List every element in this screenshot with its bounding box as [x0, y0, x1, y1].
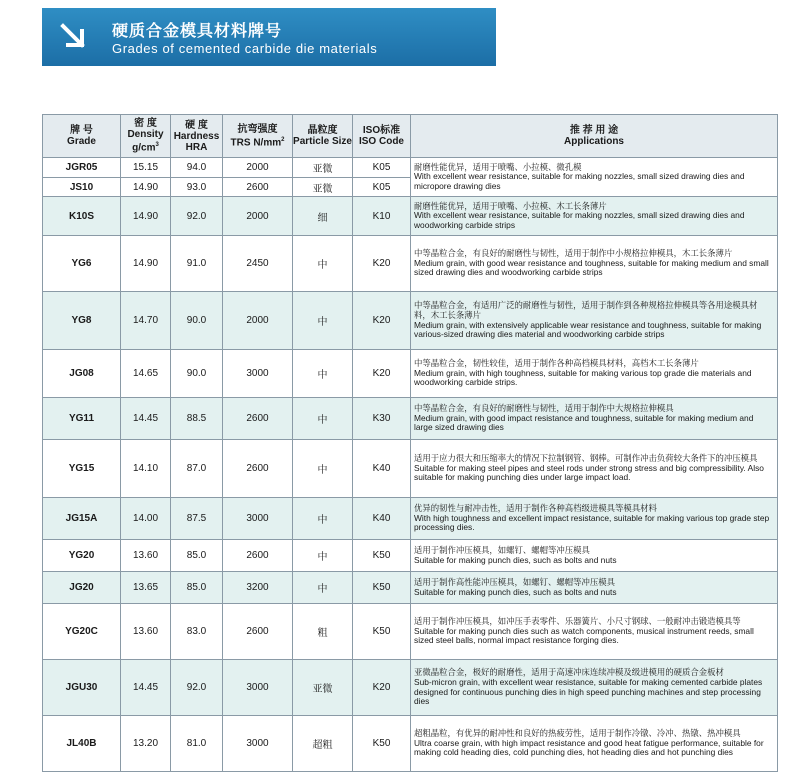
header-applications: 推 荐 用 途 Applications [411, 115, 778, 158]
cell-application: 适用于应力很大和压缩率大的情况下拉制钢管、钢棒。可制作冲击负荷较大条件下的冲压模具 Suitable for making steel pipes and steel rods under strong stress and big compressibility. Also suitable for making punching dies under large impact load. [411, 440, 778, 498]
cell-density: 13.20 [121, 716, 171, 772]
cell-trs: 2600 [223, 440, 293, 498]
cell-iso-code: K20 [353, 292, 411, 350]
table-row [43, 716, 778, 772]
table-row [43, 350, 778, 398]
cell-density: 14.65 [121, 350, 171, 398]
cell-trs: 2600 [223, 604, 293, 660]
cell-application: 中等晶粒合金，有适用广泛的耐磨性与韧性，适用于制作到各种规格拉伸模具等各用途模具材料，木工长条薄片 Medium grain, with extensively applicable wear resistance and toughness, suitable for making various-sized drawing dies material and woodworking carbide strips [411, 292, 778, 350]
cell-hardness: 92.0 [171, 197, 223, 236]
cell-grade: JL40B [43, 716, 121, 772]
cell-trs: 2000 [223, 158, 293, 178]
grades-table [42, 114, 778, 772]
cell-iso-code: K20 [353, 236, 411, 292]
cell-iso-code: K30 [353, 398, 411, 440]
cell-grade: YG20 [43, 540, 121, 572]
cell-iso-code: K50 [353, 716, 411, 772]
table-row [43, 236, 778, 292]
cell-hardness: 90.0 [171, 292, 223, 350]
table-header-row [43, 115, 778, 158]
cell-trs: 2000 [223, 197, 293, 236]
cell-particle-size: 中 [293, 350, 353, 398]
cell-application: 中等晶粒合金，韧性较佳，适用于制作各种高档模具材料，高档木工长条薄片 Medium grain, with high toughness, suitable for making various top grade die materials and woodworking carbide strips. [411, 350, 778, 398]
header-particle-size: 晶粒度 Particle Size [293, 115, 353, 158]
cell-particle-size: 亚微 [293, 178, 353, 197]
page-subtitle: Grades of cemented carbide die materials [112, 41, 378, 56]
cell-density: 14.00 [121, 498, 171, 540]
cell-application: 中等晶粒合金，有良好的耐磨性与韧性，适用于制作中小规格拉伸模具，木工长条薄片 Medium grain, with good wear resistance and toughness, suitable for making medium and small sized drawing dies and woodworking carbide strips [411, 236, 778, 292]
table-row [43, 660, 778, 716]
cell-trs: 2600 [223, 178, 293, 197]
cell-grade: JG15A [43, 498, 121, 540]
cell-grade: JG20 [43, 572, 121, 604]
cell-density: 15.15 [121, 158, 171, 178]
cell-hardness: 88.5 [171, 398, 223, 440]
cell-particle-size: 粗 [293, 604, 353, 660]
cell-density: 14.90 [121, 178, 171, 197]
table-row [43, 440, 778, 498]
table-row [43, 398, 778, 440]
cell-hardness: 94.0 [171, 158, 223, 178]
cell-density: 14.90 [121, 197, 171, 236]
cell-trs: 3000 [223, 350, 293, 398]
cell-grade: YG11 [43, 398, 121, 440]
cell-hardness: 85.0 [171, 540, 223, 572]
cell-iso-code: K20 [353, 350, 411, 398]
cell-particle-size: 亚微 [293, 660, 353, 716]
cell-trs: 3200 [223, 572, 293, 604]
cell-particle-size: 中 [293, 292, 353, 350]
cell-application: 耐磨性能优异，适用于喷嘴、小拉模、微孔模 With excellent wear resistance, suitable for making nozzles, small sized drawing dies and micropore drawing dies [411, 158, 778, 197]
cell-iso-code: K10 [353, 197, 411, 236]
cell-iso-code: K05 [353, 158, 411, 178]
cell-application: 超粗晶粒，有优异的耐冲性和良好的热疲劳性，适用于制作冷镦、冷冲、热镦、热冲模具 Ultra coarse grain, with high impact resistance and good heat fatigue performance, suitable for making cold heading dies, cold punching dies, hot heading dies and hot punching dies [411, 716, 778, 772]
cell-application: 亚微晶粒合金，极好的耐磨性，适用于高速冲床连续冲模及级进模用的硬质合金板材 Sub-micron grain, with excellent wear resistance, suitable for making cemented carbide plates designed for continuous punching dies in high speed punching machines and step processing dies [411, 660, 778, 716]
cell-iso-code: K05 [353, 178, 411, 197]
cell-application: 适用于制作冲压模具，如螺钉、螺帽等冲压模具 Suitable for making punch dies, such as bolts and nuts [411, 540, 778, 572]
cell-iso-code: K40 [353, 498, 411, 540]
table-row [43, 292, 778, 350]
cell-iso-code: K50 [353, 604, 411, 660]
header-banner [42, 8, 496, 66]
cell-grade: JG08 [43, 350, 121, 398]
cell-grade: YG20C [43, 604, 121, 660]
cell-trs: 2600 [223, 398, 293, 440]
cell-hardness: 85.0 [171, 572, 223, 604]
cell-particle-size: 细 [293, 197, 353, 236]
header-trs: 抗弯强度 TRS $N/mm^2$ [223, 115, 293, 158]
cell-grade: JGU30 [43, 660, 121, 716]
cell-particle-size: 中 [293, 440, 353, 498]
table-row [43, 197, 778, 236]
cell-particle-size: 超粗 [293, 716, 353, 772]
cell-trs: 2450 [223, 236, 293, 292]
cell-particle-size: 中 [293, 236, 353, 292]
cell-application: 中等晶粒合金，有良好的耐磨性与韧性，适用于制作中大规格拉伸模具 Medium grain, with good impact resistance and toughness, suitable for making medium and large sized drawing dies [411, 398, 778, 440]
cell-density: 13.60 [121, 540, 171, 572]
grades-table-container [42, 114, 777, 758]
cell-density: 13.60 [121, 604, 171, 660]
header-iso-code: ISO标准 ISO Code [353, 115, 411, 158]
cell-hardness: 87.5 [171, 498, 223, 540]
header-density: 密 度 Density $g/cm^3$ [121, 115, 171, 158]
cell-iso-code: K20 [353, 660, 411, 716]
cell-particle-size: 中 [293, 498, 353, 540]
cell-hardness: 83.0 [171, 604, 223, 660]
cell-hardness: 87.0 [171, 440, 223, 498]
cell-grade: YG15 [43, 440, 121, 498]
cell-density: 14.10 [121, 440, 171, 498]
cell-particle-size: 亚微 [293, 158, 353, 178]
cell-iso-code: K50 [353, 540, 411, 572]
cell-hardness: 91.0 [171, 236, 223, 292]
cell-particle-size: 中 [293, 398, 353, 440]
cell-trs: 3000 [223, 660, 293, 716]
cell-hardness: 93.0 [171, 178, 223, 197]
cell-particle-size: 中 [293, 572, 353, 604]
header-hardness: 硬 度 Hardness HRA [171, 115, 223, 158]
cell-trs: 2600 [223, 540, 293, 572]
arrow-down-right-icon [58, 21, 88, 51]
cell-grade: JS10 [43, 178, 121, 197]
cell-application: 耐磨性能优异，适用于喷嘴、小拉模、木工长条薄片 With excellent wear resistance, suitable for making nozzles, small sized drawing dies and woodworking carbide strips [411, 197, 778, 236]
cell-hardness: 81.0 [171, 716, 223, 772]
table-row [43, 540, 778, 572]
cell-density: 13.65 [121, 572, 171, 604]
cell-grade: K10S [43, 197, 121, 236]
cell-grade: JGR05 [43, 158, 121, 178]
cell-hardness: 92.0 [171, 660, 223, 716]
cell-trs: 3000 [223, 716, 293, 772]
table-row [43, 572, 778, 604]
table-row [43, 498, 778, 540]
cell-density: 14.45 [121, 398, 171, 440]
cell-application: 适用于制作高性能冲压模具，如螺钉、螺帽等冲压模具 Suitable for making punch dies, such as bolts and nuts [411, 572, 778, 604]
header-grade: 牌 号 Grade [43, 115, 121, 158]
cell-trs: 3000 [223, 498, 293, 540]
cell-grade: YG6 [43, 236, 121, 292]
cell-particle-size: 中 [293, 540, 353, 572]
cell-iso-code: K40 [353, 440, 411, 498]
page-title: 硬质合金模具材料牌号 [112, 23, 283, 40]
table-row [43, 604, 778, 660]
cell-density: 14.45 [121, 660, 171, 716]
cell-iso-code: K50 [353, 572, 411, 604]
cell-trs: 2000 [223, 292, 293, 350]
cell-application: 优异的韧性与耐冲击性，适用于制作各种高档级进模具等模具材料 With high toughness and excellent impact resistance, suitable for making various top grade step processing dies. [411, 498, 778, 540]
cell-hardness: 90.0 [171, 350, 223, 398]
cell-grade: YG8 [43, 292, 121, 350]
table-row [43, 158, 778, 178]
cell-density: 14.90 [121, 236, 171, 292]
cell-density: 14.70 [121, 292, 171, 350]
cell-application: 适用于制作冲压模具，如冲压手表零件、乐器簧片、小尺寸钢球、一般耐冲击锻造模具等 Suitable for making punch dies such as watch components, musical instrument reeds, small sized steel balls, normal impact resistance forging dies. [411, 604, 778, 660]
